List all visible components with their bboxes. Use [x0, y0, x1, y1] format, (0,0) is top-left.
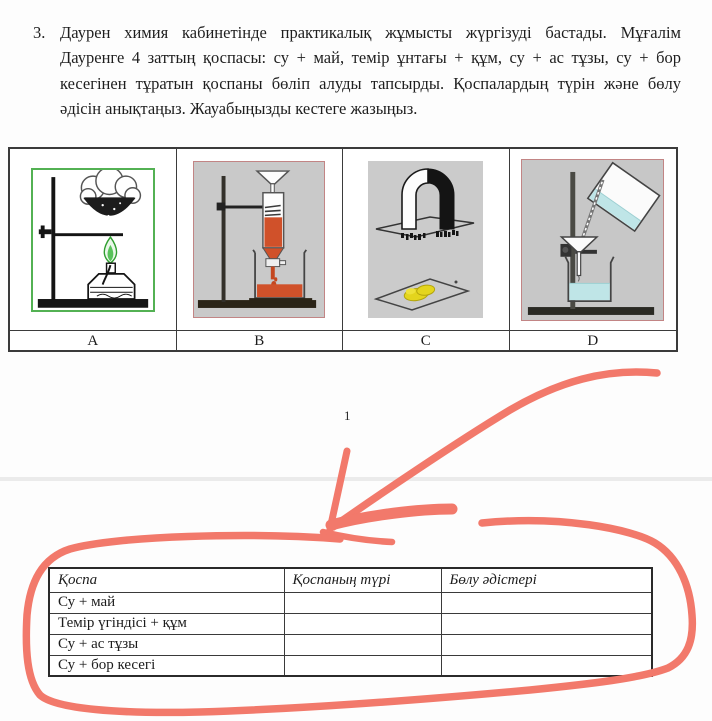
question-text: [60, 20, 681, 122]
table-row: [49, 592, 652, 613]
question-line: кесегінен тұратын қоспаны бөліп алуды тапсырды. Қоспалардың түрін және бөлу: [60, 73, 681, 93]
apparatus-label-d: D: [510, 330, 677, 352]
arrow-barb-thick: [331, 509, 452, 525]
question-block: [33, 20, 681, 122]
table-row: [49, 655, 652, 676]
arrow-shaft: [333, 372, 657, 527]
question-line: әдісін анықтаңыз. Жауабыңызды кестеге жазыңыз.: [60, 99, 418, 119]
type-cell-empty: [284, 592, 441, 613]
mixture-cell: Су + бор кесегі: [49, 655, 284, 676]
method-cell-empty: [441, 592, 652, 613]
apparatus-table: [8, 147, 678, 352]
method-cell-empty: [441, 655, 652, 676]
question-line: Дауренге 4 заттың қоспасы: су + май, темір ұнтағы + құм, су + ас тұзы, су + бор: [60, 48, 681, 68]
question-number: 3.: [33, 23, 46, 42]
magnet-and-sulfur-drawing: [368, 161, 483, 318]
method-cell-empty: [441, 634, 652, 655]
mixture-cell: Су + ас тұзы: [49, 634, 284, 655]
answer-table-header-row: [49, 568, 652, 592]
type-cell-empty: [284, 613, 441, 634]
apparatus-label-c: C: [343, 330, 510, 352]
arrow-barb-vertical: [330, 451, 347, 529]
apparatus-label-a: A: [10, 330, 177, 352]
type-cell-empty: [284, 655, 441, 676]
filtration-illustration: [521, 159, 664, 321]
mixture-cell: Су + май: [49, 592, 284, 613]
table-row: [49, 613, 652, 634]
magnet-separation-illustration: [368, 161, 483, 318]
evaporation-apparatus-drawing: [33, 170, 153, 310]
page-number: 1: [344, 408, 351, 423]
header-separation-method: Бөлу әдістері: [441, 568, 652, 592]
answer-table: [48, 567, 653, 677]
apparatus-cell-d: [510, 149, 677, 330]
type-cell-empty: [284, 634, 441, 655]
mixture-cell: Темір үгіндісі + құм: [49, 613, 284, 634]
apparatus-cell-a: [10, 149, 177, 330]
arrow-barb-small: [323, 532, 392, 542]
page-break-divider: [0, 477, 712, 481]
apparatus-cell-c: [343, 149, 510, 330]
filtration-drawing: [522, 160, 663, 320]
header-mixture-type: Қоспаның түрі: [284, 568, 441, 592]
separating-funnel-drawing: [194, 162, 324, 317]
apparatus-label-b: B: [177, 330, 344, 352]
method-cell-empty: [441, 613, 652, 634]
evaporation-illustration: [31, 168, 155, 312]
table-row: [49, 634, 652, 655]
apparatus-cell-b: [177, 149, 344, 330]
question-line: Даурен химия кабинетінде практикалық жұмысты жүргізуді бастады. Мұғалім: [60, 23, 681, 42]
header-mixture: Қоспа: [49, 568, 284, 592]
separating-funnel-illustration: [193, 161, 325, 318]
